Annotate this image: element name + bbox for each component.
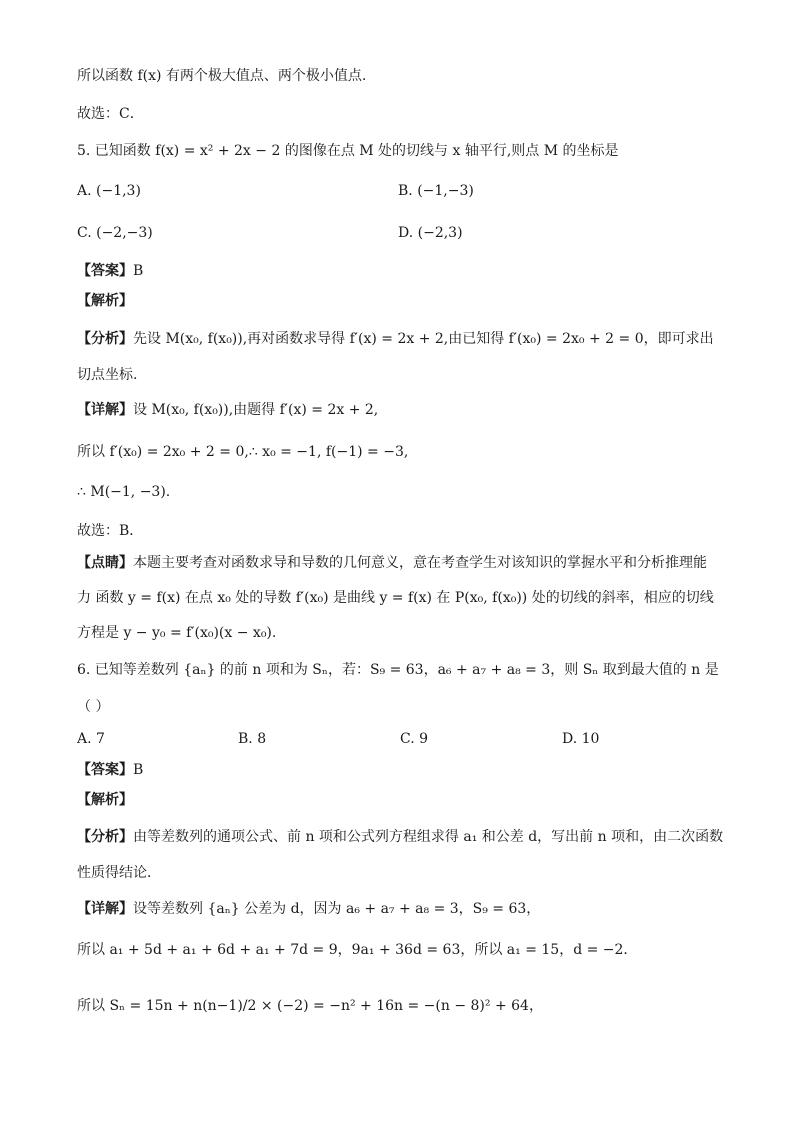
- detail-text: 设 M(x₀, f(x₀)),由题得 f′(x) = 2x + 2,: [133, 402, 379, 418]
- answer-value: B: [133, 263, 144, 279]
- text-line: 所以函数 f(x) 有两个极大值点、两个极小值点.: [77, 68, 367, 84]
- note-text: 本题主要考查对函数求导和导数的几何意义，意在考查学生对该知识的掌握水平和分析推理能: [133, 555, 707, 571]
- text-line: 性质得结论．: [77, 865, 161, 881]
- q5-option-a: A. (−1,3): [77, 183, 141, 199]
- text-line: 故选：C．: [77, 106, 144, 122]
- q6-option-c: C. 9: [400, 731, 429, 747]
- text-line: 所以 Sₙ = 15n + n(n−1)/2 × (−2) = −n² + 16n = −(n − 8)² + 64，: [77, 998, 543, 1014]
- q6-answer: [77, 760, 143, 780]
- analysis-label: 【分析】: [77, 331, 133, 347]
- answer-label: 【答案】: [77, 263, 133, 279]
- answer-label: 【答案】: [77, 762, 133, 778]
- q5-answer: [77, 261, 143, 281]
- note-label: 【点睛】: [77, 555, 133, 571]
- analysis-text: 由等差数列的通项公式、前 n 项和公式列方程组求得 a₁ 和公差 d，写出前 n 项和，由二次函数: [133, 829, 724, 845]
- q5-note: [77, 553, 707, 573]
- text-line: 切点坐标.: [77, 367, 138, 383]
- text-line: 故选：B．: [77, 523, 144, 539]
- q5-jiexi-label: 【解析】: [77, 293, 133, 309]
- answer-value: B: [133, 762, 144, 778]
- q6-option-d: D. 10: [562, 731, 600, 747]
- analysis-text: 先设 M(x₀, f(x₀)),再对函数求导得 f′(x) = 2x + 2,由已知得 f′(x₀) = 2x₀ + 2 = 0，即可求出: [133, 331, 714, 347]
- q6-jiexi-label: 【解析】: [77, 792, 133, 808]
- analysis-label: 【分析】: [77, 829, 133, 845]
- text-line: ∴ M(−1, −3).: [77, 484, 171, 500]
- q5-detail: [77, 400, 378, 420]
- q5-analysis: [77, 329, 714, 349]
- text-line: 方程是 y − y₀ = f′(x₀)(x − x₀).: [77, 625, 277, 641]
- text-line: 力 函数 y = f(x) 在点 x₀ 处的导数 f′(x₀) 是曲线 y = f(x) 在 P(x₀, f(x₀)) 处的切线的斜率，相应的切线: [77, 590, 714, 606]
- q6-option-a: A. 7: [77, 731, 105, 747]
- q6-option-b: B. 8: [238, 731, 267, 747]
- question-5-stem: 5. 已知函数 f(x) = x² + 2x − 2 的图像在点 M 处的切线与 x 轴平行,则点 M 的坐标是: [77, 143, 619, 159]
- q5-option-b: B. (−1,−3): [398, 183, 474, 199]
- text-line: （ ）: [77, 699, 110, 715]
- q6-analysis: [77, 827, 723, 847]
- q5-option-c: C. (−2,−3): [77, 225, 153, 241]
- detail-label: 【详解】: [77, 402, 133, 418]
- text-line: 所以 a₁ + 5d + a₁ + 6d + a₁ + 7d = 9，9a₁ + 36d = 63，所以 a₁ = 15，d = −2．: [77, 942, 638, 958]
- detail-text: 设等差数列 {aₙ} 公差为 d，因为 a₆ + a₇ + a₈ = 3，S₉ = 63，: [133, 901, 541, 917]
- text-line: 所以 f′(x₀) = 2x₀ + 2 = 0,∴ x₀ = −1, f(−1) = −3,: [77, 444, 409, 460]
- detail-label: 【详解】: [77, 901, 133, 917]
- q5-option-d: D. (−2,3): [398, 225, 463, 241]
- question-6-stem: 6. 已知等差数列 {aₙ} 的前 n 项和为 Sₙ，若：S₉ = 63，a₆ + a₇ + a₈ = 3，则 Sₙ 取到最大值的 n 是: [77, 662, 719, 678]
- q6-detail: [77, 899, 540, 919]
